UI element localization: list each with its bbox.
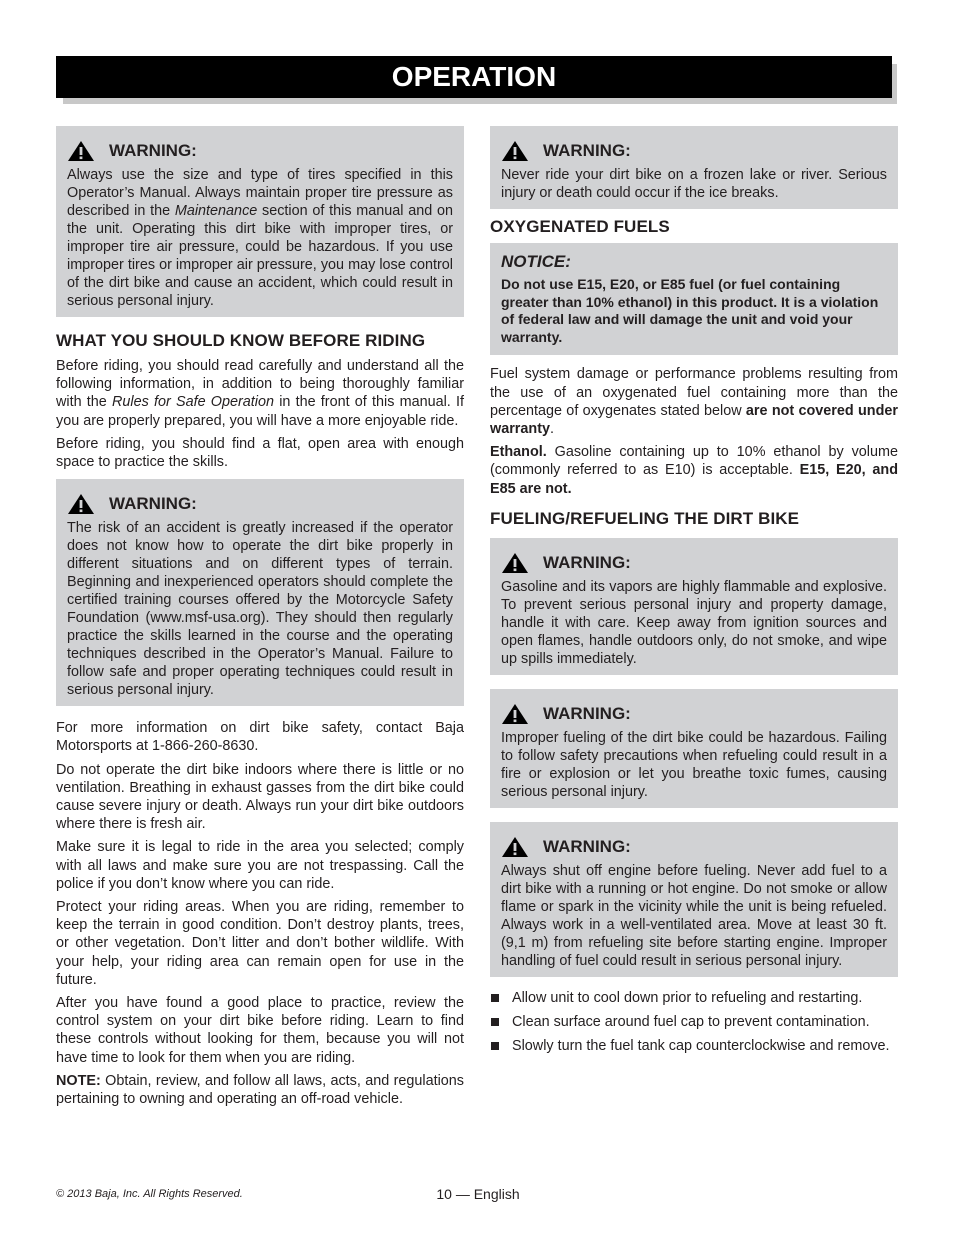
warning-triangle-icon (67, 140, 95, 162)
warning-label: WARNING: (109, 494, 197, 514)
paragraph: Before riding, you should read carefully and understand all the following information, in addition to being thoroughly familiar with the Rules for Safe Operation in the front of this manual. If you are properly prepared, you will have a more enjoyable ride. (56, 358, 464, 429)
ethanol-paragraph: Ethanol. Gasoline containing up to 10% ethanol by volume (commonly referred to as E10) is acceptable. E15, E20, and E85 are not. (490, 444, 898, 497)
warning-label: WARNING: (109, 141, 197, 160)
warning-triangle-icon (501, 140, 529, 162)
notice-text: Do not use E15, E20, or E85 fuel (or fuel containing greater than 10% ethanol) in this product. It is a violation of federal law and will damage the unit and void your warranty. (501, 276, 879, 345)
warning-triangle-icon (501, 836, 529, 858)
warning-box-tires (56, 126, 464, 317)
paragraph: Fuel system damage or performance problems resulting from the use of an oxygenated fuel containing more than the percentage of oxygenates stated below are not covered under warranty. (490, 366, 898, 437)
warning-text: Improper fueling of the dirt bike could be hazardous. Failing to follow safety precautions when refueling could result in a fire or explosion or let you breathe toxic fumes, causing serious personal injury. (501, 729, 887, 800)
warning-triangle-icon (501, 703, 529, 725)
fueling-steps-list (490, 989, 898, 1056)
warning-label: WARNING: (543, 552, 631, 572)
page-title: OPERATION (56, 56, 892, 98)
copyright-notice: © 2013 Baja, Inc. All Rights Reserved. (56, 1188, 243, 1200)
section-heading-oxygenated-fuels: OXYGENATED FUELS (490, 217, 670, 236)
list-item: Slowly turn the fuel tank cap counterclockwise and remove. (490, 1037, 898, 1056)
warning-box-improper-fueling (490, 689, 898, 808)
bullet-square-icon (491, 994, 499, 1002)
list-item: Allow unit to cool down prior to refueling and restarting. (490, 989, 898, 1008)
warning-box-frozen-lake (490, 126, 898, 209)
warning-box-training (56, 479, 464, 706)
warning-text: Always use the size and type of tires specified in this Operator’s Manual. Always maintain proper tire pressure as described in the Maintenance section of this manual and on the unit. Operating this dirt bike with improper tires, or improper tire air pressure, could be hazardous. If you use improper tires or improper air pressure, you may lose control of the dirt bike and cause an accident, which could result in serious personal injury. (67, 167, 453, 309)
right-column (490, 126, 898, 1061)
left-column (56, 126, 464, 1113)
warning-box-gasoline (490, 538, 898, 675)
note-paragraph: NOTE: Obtain, review, and follow all laws, acts, and regulations pertaining to owning and operating an off-road vehicle. (56, 1072, 464, 1108)
bullet-square-icon (491, 1018, 499, 1026)
notice-box (490, 243, 898, 355)
paragraph: Make sure it is legal to ride in the area you selected; comply with all laws and make sure you are not trespassing. Call the police if you don’t know where you can ride. (56, 839, 464, 892)
paragraph: After you have found a good place to practice, review the control system on your dirt bike before riding. Learn to find these controls without looking for them, because you will not have time to look for them when you are riding. (56, 995, 464, 1066)
warning-label: WARNING: (543, 141, 631, 160)
warning-text: Gasoline and its vapors are highly flammable and explosive. To prevent serious personal injury and property damage, handle it with care. Keep away from ignition sources and open flames, handle outdoors only, do not smoke, and wipe up spills immediately. (501, 578, 887, 667)
paragraph: Before riding, you should find a flat, open area with enough space to practice the skills. (56, 435, 464, 471)
notice-label: NOTICE: (501, 252, 571, 271)
section-heading-before-riding: WHAT YOU SHOULD KNOW BEFORE RIDING (56, 331, 426, 350)
warning-triangle-icon (501, 552, 529, 574)
paragraph: Do not operate the dirt bike indoors where there is little or no ventilation. Breathing in exhaust gasses from the dirt bike could cause severe injury or death. Always run your dirt bike outdoors where there is fresh air. (56, 761, 464, 833)
warning-label: WARNING: (543, 836, 631, 856)
bullet-square-icon (491, 1042, 499, 1050)
page-number: 10 — English (436, 1186, 520, 1202)
warning-box-shut-off-engine (490, 822, 898, 977)
warning-triangle-icon (67, 493, 95, 515)
warning-label: WARNING: (543, 703, 631, 723)
paragraph: For more information on dirt bike safety, contact Baja Motorsports at 1-866-260-8630. (56, 720, 464, 755)
warning-text: Never ride your dirt bike on a frozen lake or river. Serious injury or death could occur if the ice breaks. (501, 167, 887, 201)
warning-text: The risk of an accident is greatly increased if the operator does not know how to operate the dirt bike properly in different situations and on different types of terrain. Beginning and inexperienced operators should complete the certified training courses offered by the Motorcycle Safety Foundation (www.msf-usa.org). They should then regularly practice the skills learned in the course and the operating techniques described in the Operator’s Manual. Failure to follow safe and proper operating techniques could result in serious personal injury. (67, 520, 453, 699)
warning-text: Always shut off engine before fueling. Never add fuel to a dirt bike with a running or hot engine. Do not smoke or allow flame or spark in the vicinity while the unit is being refueled. Always work in a well-ventilated area. Move at least 30 ft. (9,1 m) from refueling site before starting engine. Improper handling of fuel could result in serious personal injury. (501, 862, 887, 969)
list-item: Clean surface around fuel cap to prevent contamination. (490, 1013, 898, 1032)
section-heading-fueling: FUELING/REFUELING THE DIRT BIKE (490, 508, 800, 528)
paragraph: Protect your riding areas. When you are riding, remember to keep the terrain in good condition. Don’t destroy plants, trees, or other vegetation. Don’t litter and don’t bother wildlife. With your help, your riding area can remain open for use in the future. (56, 899, 464, 988)
